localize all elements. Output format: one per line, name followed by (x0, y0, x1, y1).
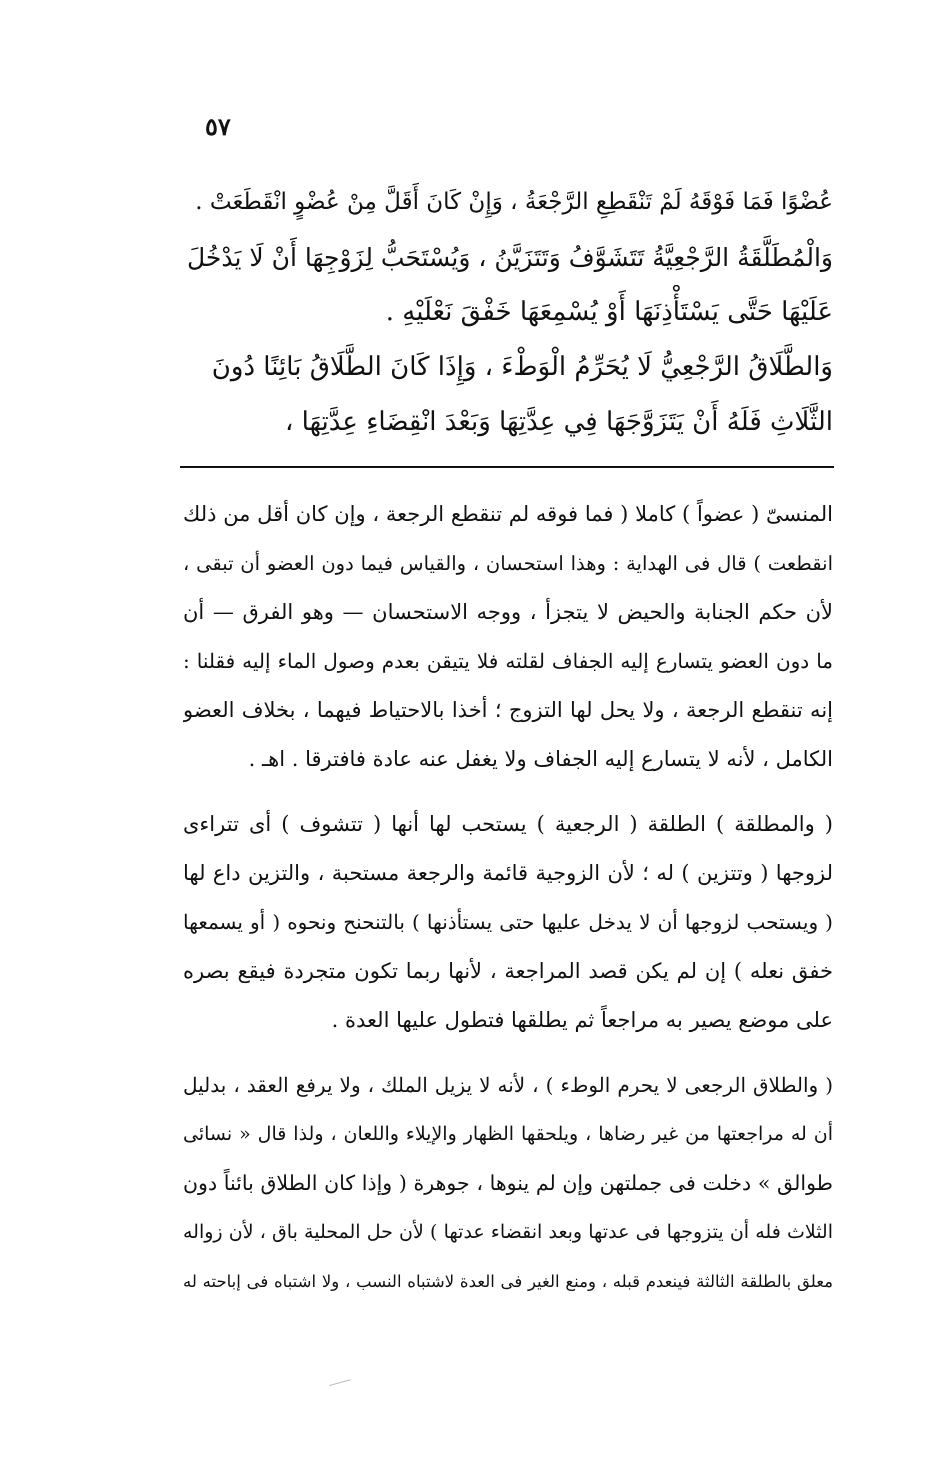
commentary-line: أن له مراجعتها من غير رضاها ، ويلحقها الظهار والإيلاء واللعان ، ولذا قال « نسائى (183, 1123, 833, 1145)
commentary-line: ما دون العضو يتسارع إليه الجفاف لقلته فلا يتيقن بعدم وصول الماء إليه فقلنا : (183, 649, 833, 673)
commentary-paragraph (183, 800, 833, 1045)
commentary-line: على موضع يصير به مراجعاً ثم يطلقها فتطول عليها العدة . (331, 1008, 833, 1032)
main-text-line: وَالطَّلَاقُ الرَّجْعِيُّ لَا يُحَرِّمُ الْوَطْءَ ، وَإِذَا كَانَ الطَّلَاقُ بَائِنًا دُونَ (211, 352, 833, 382)
commentary-line: طوالق » دخلت فى جملتهن وإن لم ينوها ، جوهرة ( وإذا كان الطلاق بائناً دون (183, 1171, 833, 1195)
page-number: ٥٧ (205, 112, 231, 141)
commentary-line: إنه تنقطع الرجعة ، ولا يحل لها التزوج ؛ أخذا بالاحتياط فيهما ، بخلاف العضو (183, 698, 833, 722)
scan-speck (329, 1379, 353, 1393)
commentary-line: ( والطلاق الرجعى لا يحرم الوطء ) ، لأنه لا يزيل الملك ، ولا يرفع العقد ، بدليل (183, 1073, 833, 1097)
commentary-line: خفق نعله ) إن لم يكن قصد المراجعة ، لأنها ربما تكون متجردة فيقع بصره (183, 959, 833, 983)
commentary-line: ( ويستحب لزوجها أن لا يدخل عليها حتى يستأذنها ) بالتنحنح ونحوه ( أو يسمعها (183, 910, 833, 934)
commentary-line: انقطعت ) قال فى الهداية : وهذا استحسان ، والقياس فيما دون العضو أن تبقى ، (183, 552, 833, 575)
main-text-line: عَلَيْهَا حَتَّى يَسْتَأْذِنَهَا أَوْ يُسْمِعَهَا خَفْقَ نَعْلَيْهِ . (385, 297, 833, 327)
commentary-line: الكامل ، لأنه لا يتسارع إليه الجفاف ولا يغفل عنه عادة فافترقا . اهـ . (248, 747, 833, 771)
commentary-line: لأن حكم الجنابة والحيض لا يتجزأ ، ووجه الاستحسان — وهو الفرق — أن (183, 600, 833, 624)
main-text (183, 175, 833, 450)
commentary-line: لزوجها ( وتتزين ) له ؛ لأن الزوجية قائمة والرجعة مستحبة ، والتزين داع لها (183, 861, 833, 885)
commentary-line: المنسىّ ( عضواً ) كاملا ( فما فوقه لم تنقطع الرجعة ، وإن كان أقل من ذلك (183, 502, 833, 526)
commentary-line: معلق بالطلقة الثالثة فينعدم قبله ، ومنع الغير فى العدة لاشتباه النسب ، ولا اشتباه فى إباحته له (183, 1272, 833, 1291)
commentary-line: ( والمطلقة ) الطلقة ( الرجعية ) يستحب لها أنها ( تتشوف ) أى تتراءى (183, 812, 833, 836)
main-text-line: وَالْمُطَلَّقَةُ الرَّجْعِيَّةُ تَتَشَوَّفُ وَتَتَزَيَّنُ ، وَيُسْتَحَبُّ لِزَوْجِهَا أَنْ لَا يَدْخُلَ (187, 243, 833, 272)
commentary (183, 490, 833, 1322)
commentary-paragraph (183, 1061, 833, 1306)
section-divider (180, 466, 834, 468)
commentary-paragraph (183, 490, 833, 784)
commentary-line: الثلاث فله أن يتزوجها فى عدتها وبعد انقضاء عدتها ) لأن حل المحلية باق ، لأن زواله (183, 1221, 833, 1243)
main-text-line: عُضْوًا فَمَا فَوْقَهُ لَمْ تَنْقَطِعِ الرَّجْعَةُ ، وَإِنْ كَانَ أَقَلَّ مِنْ عُضْوٍ انْقَطَعَتْ . (195, 189, 833, 215)
main-text-line: الثَّلَاثِ فَلَهُ أَنْ يَتَزَوَّجَهَا فِي عِدَّتِهَا وَبَعْدَ انْقِضَاءِ عِدَّتِهَا ، (284, 407, 833, 437)
